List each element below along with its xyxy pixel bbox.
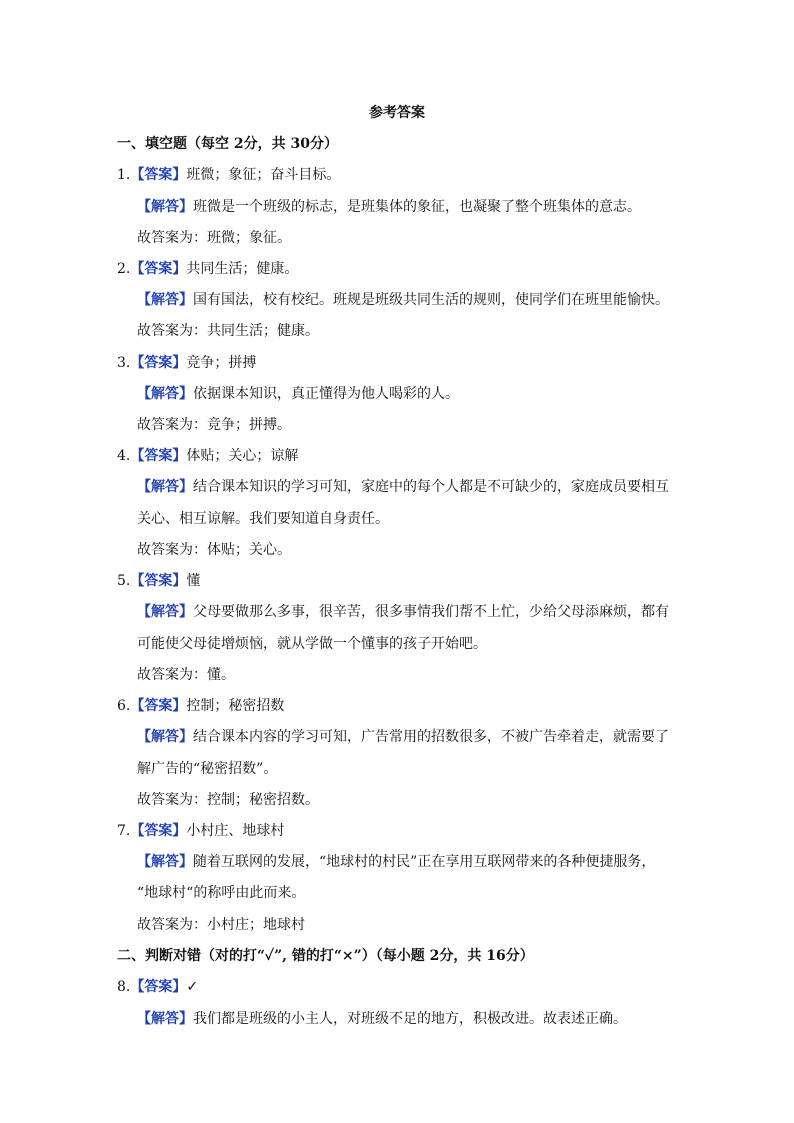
answer-tag: 【答案】	[130, 355, 187, 371]
explain-tag: 【解答】	[137, 604, 193, 620]
explain-tag: 【解答】	[137, 1011, 193, 1027]
answer-tag: 【答案】	[130, 823, 187, 839]
section-heading-true-false: 二、判断对错（对的打“✓”, 错的打“×”）（每小题 2分，共 16分）	[117, 948, 534, 964]
explain-tag: 【解答】	[137, 479, 193, 495]
question-2-final: 故答案为：共同生活；健康。	[137, 323, 319, 339]
question-7-answer	[117, 822, 284, 840]
question-6-explanation	[137, 728, 669, 746]
answer-tag: 【答案】	[130, 261, 187, 277]
answer-text: 体贴；关心；谅解	[186, 448, 299, 464]
question-6-final: 故答案为：控制；秘密招数。	[137, 792, 319, 808]
question-5-explanation	[137, 603, 669, 621]
page-title: 参考答案	[369, 105, 425, 121]
question-4-final: 故答案为：体贴；关心。	[137, 542, 291, 558]
question-3-answer	[117, 354, 256, 372]
question-number: 6.	[117, 698, 131, 714]
question-6-answer	[117, 697, 284, 715]
explain-tag: 【解答】	[137, 729, 193, 745]
answer-text: 共同生活；健康。	[186, 261, 299, 277]
question-7-explanation-cont: “地球村“的称呼由此而来。	[137, 885, 306, 901]
answer-tag: 【答案】	[130, 167, 187, 183]
explain-tag: 【解答】	[137, 854, 193, 870]
question-number: 3.	[117, 355, 131, 371]
question-number: 4.	[117, 448, 131, 464]
question-2-explanation	[137, 291, 669, 309]
question-number: 5.	[117, 573, 131, 589]
question-7-explanation	[137, 853, 655, 871]
explain-text: 班微是一个班级的标志，是班集体的象征，也凝聚了整个班集体的意志。	[193, 199, 641, 215]
question-4-answer	[117, 447, 298, 465]
answer-text: 竞争；拼搏	[186, 355, 257, 371]
question-4-explanation-cont: 关心、相互谅解。我们要知道自身责任。	[137, 511, 389, 527]
answer-text: 控制；秘密招数	[186, 698, 285, 714]
explain-tag: 【解答】	[137, 386, 193, 402]
answer-tag: 【答案】	[130, 573, 187, 589]
question-1-final: 故答案为：班微；象征。	[137, 230, 291, 246]
answer-text: 懂	[186, 573, 201, 589]
explain-tag: 【解答】	[137, 292, 193, 308]
question-5-final: 故答案为：懂。	[137, 667, 235, 683]
question-4-explanation	[137, 478, 669, 496]
explain-text: 随着互联网的发展，“地球村的村民”正在享用互联网带来的各种便捷服务，	[193, 854, 656, 870]
question-2-answer	[117, 260, 298, 278]
question-5-explanation-cont: 可能使父母徒增烦恼，就从学做一个懂事的孩子开始吧。	[137, 636, 487, 652]
explain-text: 结合课本知识的学习可知，家庭中的每个人都是不可缺少的，家庭成员要相互	[193, 479, 669, 495]
answer-tag: 【答案】	[130, 698, 187, 714]
answer-tag: 【答案】	[130, 979, 187, 995]
question-number: 2.	[117, 261, 131, 277]
question-7-final: 故答案为：小村庄；地球村	[137, 917, 305, 933]
answer-tag: 【答案】	[130, 448, 187, 464]
explain-text: 父母要做那么多事，很辛苦，很多事情我们帮不上忙，少给父母添麻烦，都有	[193, 604, 669, 620]
question-8-answer	[117, 978, 198, 996]
question-number: 7.	[117, 823, 131, 839]
section-heading-fill-blank: 一、填空题（每空 2分，共 30分）	[117, 136, 338, 152]
question-1-answer	[117, 166, 340, 184]
question-number: 8.	[117, 979, 131, 995]
explain-text: 结合课本内容的学习可知，广告常用的招数很多，不被广告牵着走，就需要了	[193, 729, 669, 745]
answer-text: 班微；象征；奋斗目标。	[186, 167, 341, 183]
answer-text: 小村庄、地球村	[186, 823, 285, 839]
explain-text: 依据课本知识，真正懂得为他人喝彩的人。	[193, 386, 459, 402]
question-6-explanation-cont: 解广告的“秘密招数”。	[137, 761, 278, 777]
check-mark: ✓	[186, 979, 199, 995]
explain-text: 国有国法，校有校纪。班规是班级共同生活的规则，使同学们在班里能愉快。	[193, 292, 669, 308]
question-8-explanation	[137, 1010, 627, 1028]
question-5-answer	[117, 572, 200, 590]
explain-tag: 【解答】	[137, 199, 193, 215]
question-3-explanation	[137, 385, 459, 403]
question-3-final: 故答案为：竞争；拼搏。	[137, 417, 291, 433]
explain-text: 我们都是班级的小主人，对班级不足的地方，积极改进。故表述正确。	[193, 1011, 627, 1027]
question-number: 1.	[117, 167, 131, 183]
question-1-explanation	[137, 198, 641, 216]
